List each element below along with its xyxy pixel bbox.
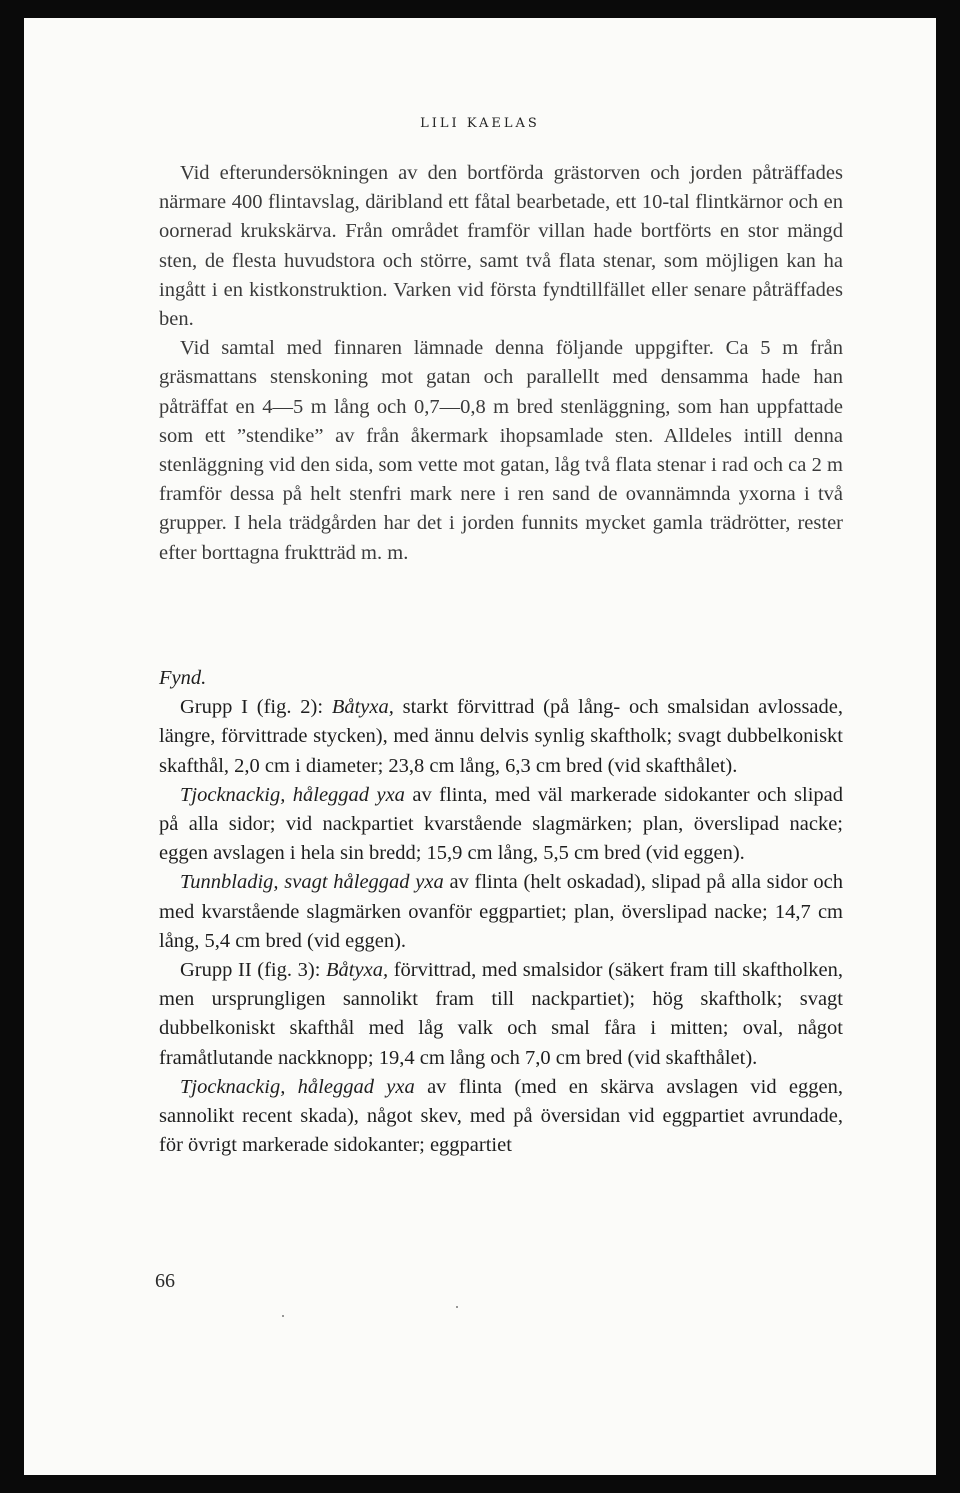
finds-section: [159, 664, 843, 1160]
running-header: LILI KAELAS: [420, 116, 540, 131]
finds-heading: Fynd.: [159, 667, 207, 689]
group-1-boat-axe: Grupp I (fig. 2): Båtyxa, starkt förvittrad (på lång- och smalsidan avlossade, längre, förvittrade stycken), med ännu delvis synlig skaftholk; svagt dubbelkoniskt skafthål, 2,0 cm i diameter; 23,8 cm lång, 6,3 cm bred (vid skafthålet).: [159, 696, 843, 777]
group-2-boat-axe: Grupp II (fig. 3): Båtyxa, förvittrad, med smalsidor (säkert fram till skaftholken, men ursprungligen sannolikt fram till nackpartiet); hög skaftholk; svagt dubbelkoniskt skafthål med låg valk och smal fåra i mitten; oval, något framåtlutande nackknopp; 19,4 cm lång och 7,0 cm bred (vid skafthålet).: [159, 959, 844, 1069]
paragraph-samtal: Vid samtal med finnaren lämnade denna följande uppgifter. Ca 5 m från gräsmattans stenskoning mot gatan och parallellt med densamma hade han påträffat en 4—5 m lång och 0,7—0,8 m bred stenläggning, som han uppfattade som ett ”stendike” av från åkermark ihopsamlade sten. Alldeles intill denna stenläggning vid den sida, som vette mot gatan, låg två flata stenar i rad och ca 2 m framför dessa på helt stenfri mark nere i ren sand de ovannämnda yxorna i två grupper. I hela trädgården har det i jorden funnits mycket gamla trädrötter, rester efter borttagna fruktträd m. m.: [159, 337, 843, 564]
scan-speck: [282, 1315, 284, 1317]
paragraph-efterundersokning: Vid efterundersökningen av den bortförda grästorven och jorden påträffades närmare 400 flintavslag, däribland ett fåtal bearbetade, ett 10-tal flintkärnor och en oornerad krukskärva. Från området framför villan hade bortförts en stor mängd sten, de flesta huvudstora och större, samt två flata stenar, som möjligen kan ha ingått i en kistkonstruktion. Varken vid första fyndtillfället eller senare påträffades ben.: [159, 162, 843, 331]
page-number: 66: [155, 1270, 175, 1292]
group-1-thin-blade-axe: Tunnbladig, svagt hålеggad yxa av flinta (helt oskadad), slipad på alla sidor och med kvarstående slagmärken ovanför eggpartiet; plan, överslipad nacke; 14,7 cm lång, 5,4 cm bred (vid eggen).: [159, 871, 843, 952]
intro-text: [159, 159, 843, 568]
group-1-thick-neck-axe: Tjocknackig, hålеggad yxa av flinta, med väl markerade sidokanter och slipad på alla sidor; vid nackpartiet kvarstående slagmärken; plan, överslipad nacke; eggen avslagen i hela sin bredd; 15,9 cm lång, 5,5 cm bred (vid eggen).: [159, 783, 843, 865]
group-2-thick-neck-axe: Tjocknackig, hålеggad yxa av flinta (med en skärva avslagen vid eggen, sannolikt recent skada), något skev, med på översidan vid eggpartiet avrundade, för övrigt markerade sidokanter; eggpartiet: [159, 1075, 843, 1157]
scan-speck: [456, 1306, 458, 1308]
